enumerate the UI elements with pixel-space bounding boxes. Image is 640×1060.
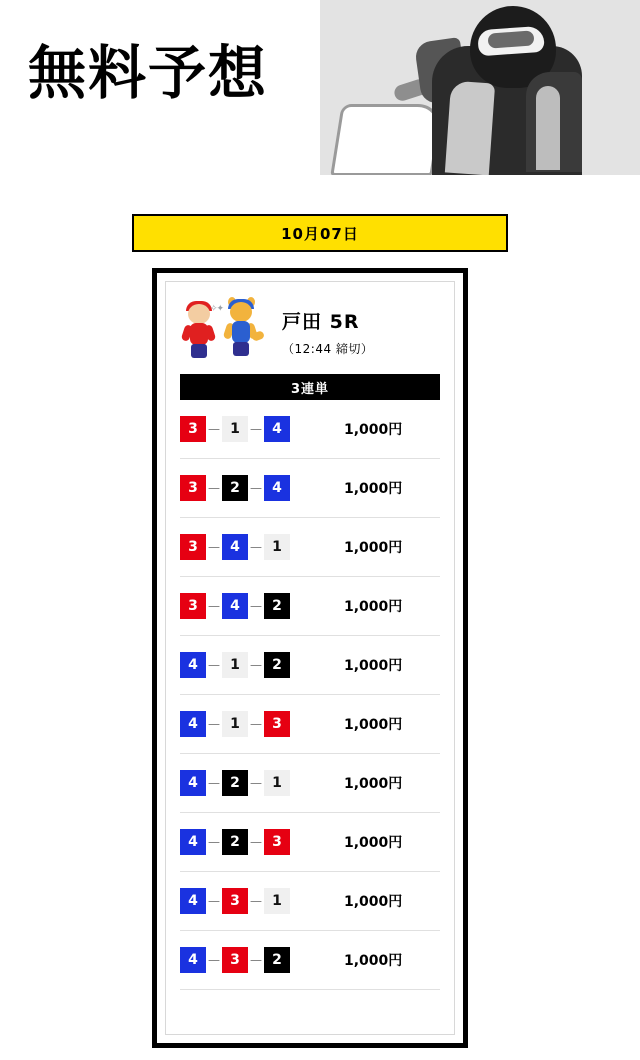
windshield-shape bbox=[330, 104, 443, 175]
bet-amount: 1,000円 bbox=[344, 717, 403, 733]
racer-illustration bbox=[320, 0, 640, 175]
prediction-card-inner bbox=[165, 281, 455, 1035]
bet-row bbox=[180, 400, 440, 459]
date-banner: 10月07日 bbox=[132, 214, 508, 252]
mascot-red-head bbox=[188, 304, 210, 324]
bet-combination bbox=[180, 947, 330, 973]
racer-photo bbox=[320, 0, 640, 175]
boat-number-badge: 2 bbox=[264, 947, 290, 973]
bet-rows bbox=[180, 400, 440, 990]
boat-number-badge: 4 bbox=[180, 888, 206, 914]
combination-separator: — bbox=[250, 599, 262, 613]
boat-number-badge: 2 bbox=[222, 475, 248, 501]
bet-combination bbox=[180, 652, 330, 678]
mascot-blue-torso bbox=[232, 321, 250, 343]
combination-separator: — bbox=[208, 717, 220, 731]
page-title: 無料予想 bbox=[28, 39, 269, 107]
boat-number-badge: 1 bbox=[222, 652, 248, 678]
bet-row bbox=[180, 695, 440, 754]
bet-row bbox=[180, 754, 440, 813]
boat-number-badge: 1 bbox=[264, 534, 290, 560]
combination-separator: — bbox=[208, 422, 220, 436]
bet-amount: 1,000円 bbox=[344, 835, 403, 851]
combination-separator: — bbox=[250, 481, 262, 495]
bet-amount: 1,000円 bbox=[344, 776, 403, 792]
boat-number-badge: 2 bbox=[264, 593, 290, 619]
bet-amount: 1,000円 bbox=[344, 599, 403, 615]
boat-number-badge: 3 bbox=[180, 534, 206, 560]
combination-separator: — bbox=[208, 481, 220, 495]
mascot-red-legs bbox=[191, 344, 207, 358]
bet-row bbox=[180, 636, 440, 695]
combination-separator: — bbox=[208, 835, 220, 849]
boat-number-badge: 1 bbox=[264, 770, 290, 796]
bet-amount: 1,000円 bbox=[344, 894, 403, 910]
combination-separator: — bbox=[250, 894, 262, 908]
bet-row bbox=[180, 577, 440, 636]
rider-body-highlight-shape bbox=[445, 81, 495, 175]
boat-number-badge: 4 bbox=[264, 475, 290, 501]
bet-combination bbox=[180, 711, 330, 737]
combination-separator: — bbox=[250, 776, 262, 790]
combination-separator: — bbox=[208, 953, 220, 967]
mascot-blue-icon bbox=[226, 302, 260, 362]
prediction-card bbox=[152, 268, 468, 1048]
boat-number-badge: 1 bbox=[264, 888, 290, 914]
boat-number-badge: 3 bbox=[180, 593, 206, 619]
bet-combination bbox=[180, 829, 330, 855]
boat-number-badge: 1 bbox=[222, 711, 248, 737]
boat-number-badge: 4 bbox=[180, 947, 206, 973]
boat-number-badge: 4 bbox=[180, 829, 206, 855]
bet-amount: 1,000円 bbox=[344, 658, 403, 674]
mascot-blue-head bbox=[230, 302, 252, 322]
mascot-icons bbox=[180, 300, 272, 362]
combination-separator: — bbox=[250, 658, 262, 672]
bet-row bbox=[180, 931, 440, 990]
boat-number-badge: 1 bbox=[222, 416, 248, 442]
page-header bbox=[0, 0, 640, 175]
mascot-red-torso bbox=[190, 323, 208, 345]
bet-combination bbox=[180, 416, 330, 442]
date-banner-wrapper bbox=[0, 214, 640, 252]
race-deadline: （12:44 締切） bbox=[282, 342, 374, 356]
race-name: 戸田 5R bbox=[282, 311, 360, 333]
boat-number-badge: 4 bbox=[222, 534, 248, 560]
boat-number-badge: 3 bbox=[222, 888, 248, 914]
sparkle-icon: ✧✦ bbox=[210, 304, 224, 314]
boat-number-badge: 3 bbox=[222, 947, 248, 973]
bet-combination bbox=[180, 770, 330, 796]
bet-type-bar: 3連単 bbox=[180, 374, 440, 400]
combination-separator: — bbox=[208, 540, 220, 554]
boat-number-badge: 2 bbox=[222, 770, 248, 796]
boat-number-badge: 3 bbox=[264, 829, 290, 855]
boat-number-badge: 4 bbox=[180, 770, 206, 796]
rider-arm-highlight-shape bbox=[536, 86, 560, 170]
boat-number-badge: 4 bbox=[180, 711, 206, 737]
bet-combination bbox=[180, 593, 330, 619]
combination-separator: — bbox=[250, 422, 262, 436]
bet-amount: 1,000円 bbox=[344, 481, 403, 497]
boat-number-badge: 4 bbox=[180, 652, 206, 678]
combination-separator: — bbox=[208, 658, 220, 672]
bet-row bbox=[180, 813, 440, 872]
combination-separator: — bbox=[250, 953, 262, 967]
race-title-block bbox=[282, 305, 373, 357]
combination-separator: — bbox=[208, 776, 220, 790]
bet-combination bbox=[180, 534, 330, 560]
bet-combination bbox=[180, 888, 330, 914]
combination-separator: — bbox=[250, 540, 262, 554]
combination-separator: — bbox=[208, 894, 220, 908]
boat-number-badge: 3 bbox=[180, 475, 206, 501]
boat-number-badge: 2 bbox=[264, 652, 290, 678]
boat-number-badge: 4 bbox=[222, 593, 248, 619]
bet-amount: 1,000円 bbox=[344, 422, 403, 438]
boat-number-badge: 4 bbox=[264, 416, 290, 442]
race-header bbox=[166, 282, 454, 372]
bet-row bbox=[180, 518, 440, 577]
boat-number-badge: 3 bbox=[264, 711, 290, 737]
boat-number-badge: 3 bbox=[180, 416, 206, 442]
bet-row bbox=[180, 459, 440, 518]
boat-number-badge: 2 bbox=[222, 829, 248, 855]
combination-separator: — bbox=[208, 599, 220, 613]
bet-amount: 1,000円 bbox=[344, 540, 403, 556]
bet-amount: 1,000円 bbox=[344, 953, 403, 969]
visor-tint-shape bbox=[488, 30, 535, 48]
bet-combination bbox=[180, 475, 330, 501]
mascot-blue-legs bbox=[233, 342, 249, 356]
bet-row bbox=[180, 872, 440, 931]
combination-separator: — bbox=[250, 717, 262, 731]
combination-separator: — bbox=[250, 835, 262, 849]
